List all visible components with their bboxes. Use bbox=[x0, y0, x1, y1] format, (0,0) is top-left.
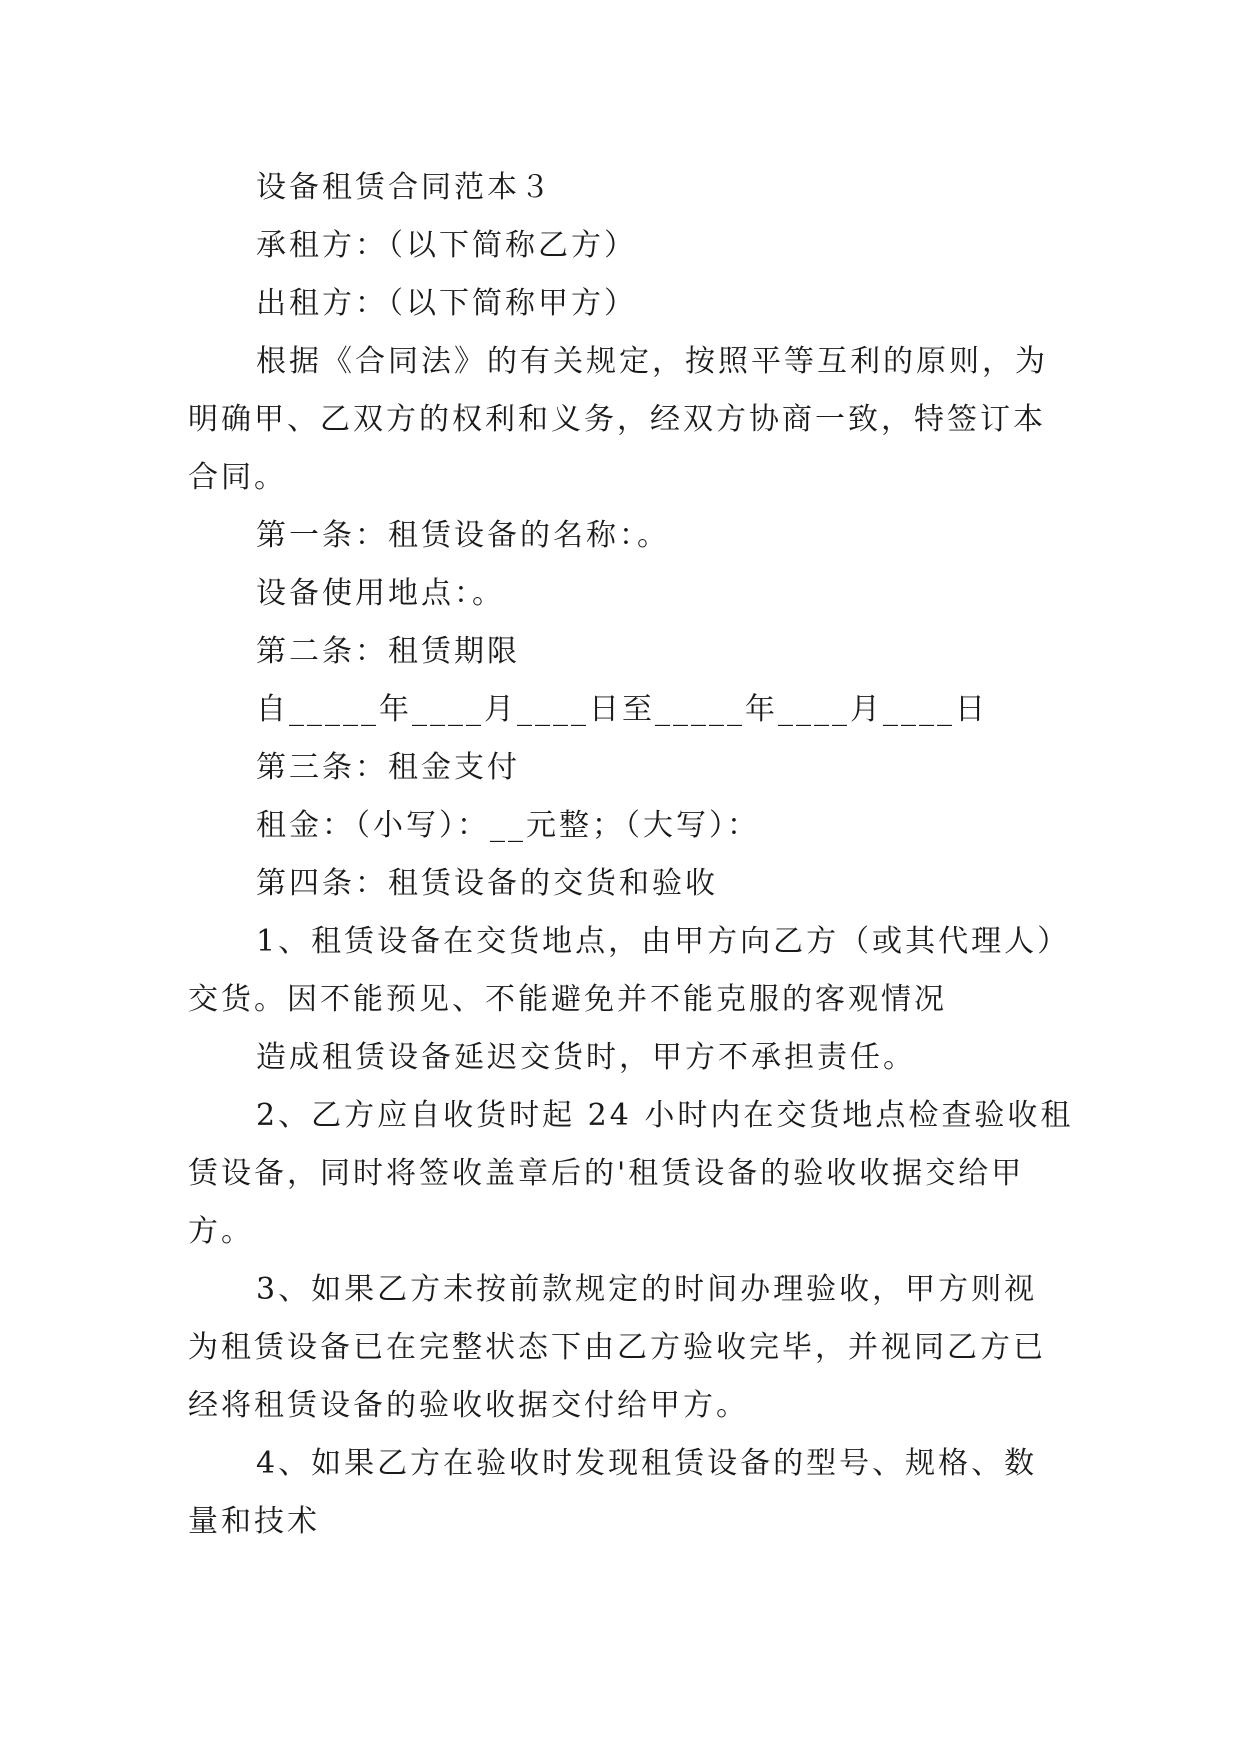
article-4-heading: 第四条：租赁设备的交货和验收 bbox=[256, 866, 718, 901]
preamble-line-1: 根据《合同法》的有关规定，按照平等互利的原则，为 bbox=[256, 344, 1048, 379]
clause-3-line-1: 3、如果乙方未按前款规定的时间办理验收，甲方则视 bbox=[256, 1272, 1038, 1307]
clause-4-line-2: 量和技术 bbox=[188, 1504, 320, 1539]
clause-2-line-3: 方。 bbox=[188, 1214, 254, 1249]
clause-1-line-3: 造成租赁设备延迟交货时，甲方不承担责任。 bbox=[256, 1040, 916, 1075]
clause-1-line-1: 1、租赁设备在交货地点，由甲方向乙方（或其代理人） bbox=[256, 924, 1071, 959]
clause-2-line-2: 赁设备，同时将签收盖章后的'租赁设备的验收收据交给甲 bbox=[188, 1156, 1025, 1191]
lessor-line: 出租方：（以下简称甲方） bbox=[256, 286, 637, 321]
preamble-line-3: 合同。 bbox=[188, 460, 287, 495]
article-2-heading: 第二条：租赁期限 bbox=[256, 634, 520, 669]
document-title: 设备租赁合同范本３ bbox=[256, 170, 553, 205]
article-3-heading: 第三条：租金支付 bbox=[256, 750, 520, 785]
clause-3-line-2: 为租赁设备已在完整状态下由乙方验收完毕，并视同乙方已 bbox=[188, 1330, 1046, 1365]
lessee-line: 承租方：（以下简称乙方） bbox=[256, 228, 637, 263]
lease-period-line: 自_____年____月____日至_____年____月____日 bbox=[256, 692, 988, 727]
clause-3-line-3: 经将租赁设备的验收收据交付给甲方。 bbox=[188, 1388, 749, 1423]
rent-amount-line: 租金：（小写）：__元整；（大写）： bbox=[256, 808, 760, 843]
clause-1-line-2: 交货。因不能预见、不能避免并不能克服的客观情况 bbox=[188, 982, 947, 1017]
equipment-location-line: 设备使用地点：。 bbox=[256, 576, 505, 611]
preamble-line-2: 明确甲、乙双方的权利和义务，经双方协商一致，特签订本 bbox=[188, 402, 1046, 437]
clause-4-line-1: 4、如果乙方在验收时发现租赁设备的型号、规格、数 bbox=[256, 1446, 1038, 1481]
clause-2-line-1: 2、乙方应自收货时起 24 小时内在交货地点检查验收租 bbox=[256, 1098, 1074, 1133]
article-1-heading: 第一条：租赁设备的名称：。 bbox=[256, 518, 670, 553]
